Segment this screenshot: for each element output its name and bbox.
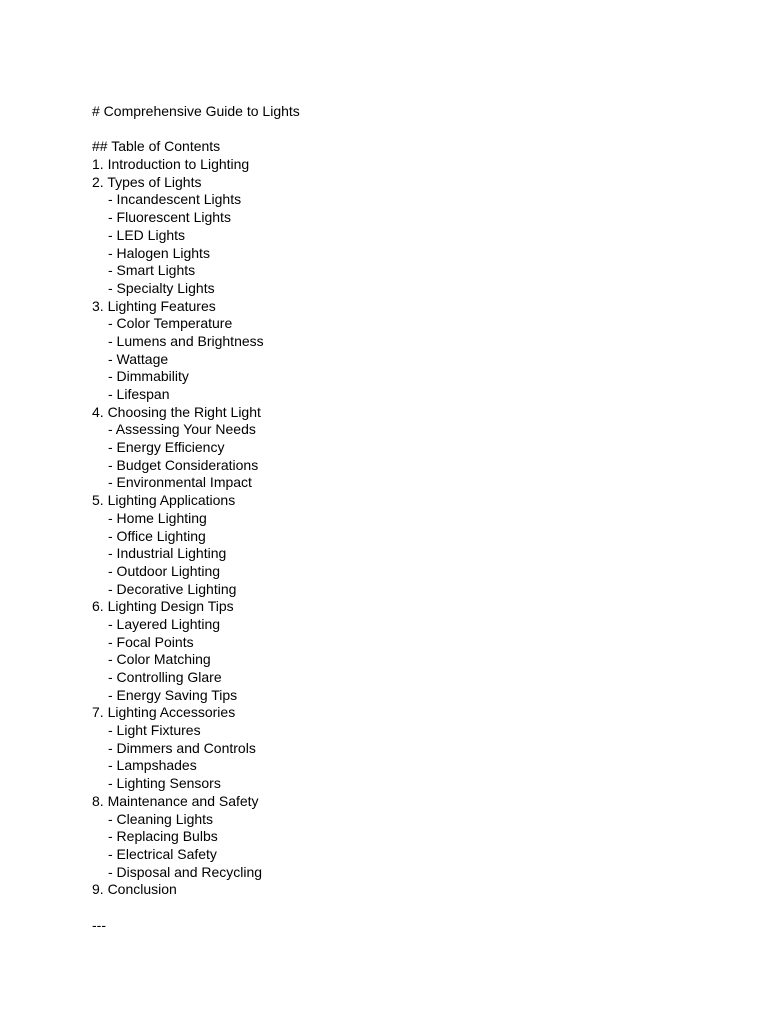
toc-heading: ## Table of Contents — [92, 138, 221, 155]
toc-subitem: - Dimmability — [108, 368, 189, 385]
toc-subitem: - Home Lighting — [108, 509, 207, 526]
toc-section-label: 4. Choosing the Right Light — [92, 403, 261, 420]
toc-section-label: 2. Types of Lights — [92, 173, 202, 190]
toc-subitem: - Outdoor Lighting — [108, 562, 221, 579]
horizontal-rule-marker: --- — [92, 916, 106, 933]
toc-section — [92, 404, 732, 492]
toc-subitem: - Decorative Lighting — [108, 580, 237, 597]
toc-subitem: - Dimmers and Controls — [108, 739, 256, 756]
toc-subitem: - Controlling Glare — [108, 669, 222, 685]
toc-subitem: - LED Lights — [108, 226, 186, 243]
toc-section-label: 7. Lighting Accessories — [92, 704, 236, 721]
toc-section — [92, 793, 732, 881]
toc-subitem: - Environmental Impact — [108, 474, 252, 491]
toc-section-label: 5. Lighting Applications — [92, 492, 236, 509]
blank-line — [92, 121, 732, 139]
toc-subitem: - Replacing Bulbs — [108, 828, 218, 845]
toc-subitem: - Industrial Lighting — [108, 545, 227, 562]
toc-subitem: - Wattage — [108, 350, 169, 367]
toc-section-label: 1. Introduction to Lighting — [92, 156, 250, 173]
toc-section — [92, 156, 732, 174]
toc-subitem: - Specialty Lights — [108, 279, 215, 296]
toc-subitem: - Electrical Safety — [108, 845, 217, 862]
toc-subitem-list — [92, 315, 732, 403]
toc-subitem: - Lampshades — [108, 757, 197, 774]
toc-subitem: - Office Lighting — [108, 527, 206, 544]
document-title: # Comprehensive Guide to Lights — [92, 103, 300, 119]
toc-section — [92, 174, 732, 298]
toc-subitem: - Light Fixtures — [108, 722, 201, 739]
toc-subitem: - Lighting Sensors — [108, 775, 221, 792]
toc-section — [92, 881, 732, 899]
toc-subitem: - Cleaning Lights — [108, 810, 214, 827]
toc-subitem-list — [92, 421, 732, 492]
toc-section-label: 9. Conclusion — [92, 881, 177, 898]
toc-subitem: - Fluorescent Lights — [108, 209, 231, 226]
toc-subitem: - Lumens and Brightness — [108, 332, 264, 349]
toc-section-label: 6. Lighting Design Tips — [92, 598, 234, 615]
document-page — [92, 103, 732, 934]
toc-section-label: 8. Maintenance and Safety — [92, 792, 259, 809]
toc-section — [92, 492, 732, 598]
toc-section — [92, 298, 732, 404]
toc-subitem: - Disposal and Recycling — [108, 863, 263, 880]
toc-subitem: - Layered Lighting — [108, 615, 221, 632]
toc-subitem: - Smart Lights — [108, 262, 196, 279]
toc-subitem: - Assessing Your Needs — [108, 421, 256, 438]
toc-subitem: - Energy Efficiency — [108, 439, 225, 456]
toc-subitem: - Lifespan — [108, 386, 170, 402]
toc-section — [92, 704, 732, 792]
toc-section-label: 3. Lighting Features — [92, 297, 216, 314]
toc-subitem-list — [92, 811, 732, 882]
toc-subitem: - Halogen Lights — [108, 244, 210, 261]
toc-section — [92, 598, 732, 704]
toc-subitem-list — [92, 722, 732, 793]
toc-subitem: - Budget Considerations — [108, 456, 259, 473]
toc-subitem-list — [92, 510, 732, 598]
toc-subitem: - Focal Points — [108, 633, 194, 650]
toc-subitem-list — [92, 616, 732, 704]
toc-subitem: - Energy Saving Tips — [108, 686, 238, 703]
toc-subitem: - Incandescent Lights — [108, 191, 242, 208]
toc-subitem-list — [92, 191, 732, 297]
table-of-contents — [92, 156, 732, 899]
toc-subitem: - Color Temperature — [108, 315, 233, 332]
blank-line — [92, 899, 732, 917]
toc-subitem: - Color Matching — [108, 651, 211, 668]
